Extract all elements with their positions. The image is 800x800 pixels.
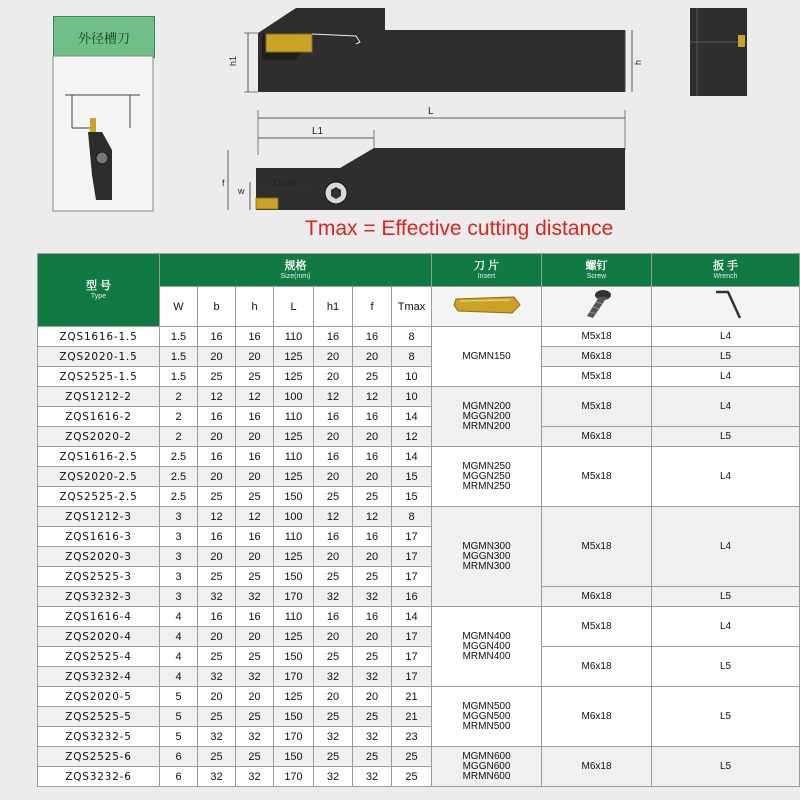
dim-f-label: f (222, 178, 225, 188)
insert-code: MGMN150 (462, 350, 511, 362)
insert-cell (432, 687, 542, 747)
screw-cell: M6x18 (542, 647, 652, 687)
dim-cell-b: 25 (198, 487, 236, 507)
dim-cell-l: 110 (274, 327, 314, 347)
dim-cell-h: 32 (236, 587, 274, 607)
type-cell: ZQS2525-5 (38, 707, 160, 727)
dim-cell-l: 150 (274, 567, 314, 587)
dim-cell-tmax: 8 (392, 507, 432, 527)
dim-cell-f: 20 (353, 467, 392, 487)
screw-cell: M5x18 (542, 607, 652, 647)
wrench-cell: L4 (652, 387, 800, 427)
dim-L1-label: L1 (312, 126, 324, 137)
dim-cell-b: 25 (198, 707, 236, 727)
dim-cell-h1: 16 (314, 407, 353, 427)
dim-w-label: w (238, 186, 245, 196)
type-cell: ZQS3232-3 (38, 587, 160, 607)
screw-cell: M6x18 (542, 587, 652, 607)
dim-cell-w: 3 (160, 527, 198, 547)
type-cell: ZQS2020-2.5 (38, 467, 160, 487)
dim-cell-w: 4 (160, 647, 198, 667)
dim-cell-b: 16 (198, 407, 236, 427)
dim-cell-w: 1.5 (160, 367, 198, 387)
type-cell: ZQS1212-2 (38, 387, 160, 407)
type-cell: ZQS2525-3 (38, 567, 160, 587)
wrench-cell: L5 (652, 687, 800, 747)
screw-cell: M5x18 (542, 387, 652, 427)
dim-cell-h1: 20 (314, 687, 353, 707)
dim-cell-l: 150 (274, 647, 314, 667)
dim-cell-l: 150 (274, 707, 314, 727)
dim-cell-w: 2.5 (160, 487, 198, 507)
type-cell: ZQS2525-1.5 (38, 367, 160, 387)
dim-cell-w: 3 (160, 567, 198, 587)
screw-cell: M6x18 (542, 747, 652, 787)
table-row (38, 427, 800, 447)
dim-cell-l: 150 (274, 747, 314, 767)
screw-cell: M5x18 (542, 327, 652, 347)
wrench-picture (652, 287, 800, 327)
dim-cell-tmax: 25 (392, 747, 432, 767)
dim-cell-h1: 25 (314, 487, 353, 507)
table-row (38, 587, 800, 607)
tmax-caption: Tmax = Effective cutting distance (305, 217, 614, 240)
dim-cell-w: 3 (160, 547, 198, 567)
dim-cell-f: 32 (353, 727, 392, 747)
type-cell: ZQS2525-6 (38, 747, 160, 767)
dim-cell-f: 25 (353, 647, 392, 667)
screw-cell: M5x18 (542, 447, 652, 507)
dim-cell-b: 20 (198, 347, 236, 367)
dim-cell-b: 32 (198, 667, 236, 687)
insert-top (266, 34, 312, 52)
dim-cell-f: 32 (353, 667, 392, 687)
dim-cell-h1: 25 (314, 747, 353, 767)
dim-cell-h1: 32 (314, 587, 353, 607)
screw-cell: M5x18 (542, 367, 652, 387)
insert-code: MRMN600 (462, 770, 511, 782)
wrench-icon (706, 288, 746, 322)
dim-cell-tmax: 12 (392, 427, 432, 447)
dim-cell-b: 20 (198, 467, 236, 487)
type-cell: ZQS1616-2 (38, 407, 160, 427)
type-cell: ZQS2020-2 (38, 427, 160, 447)
dim-cell-h1: 20 (314, 547, 353, 567)
dim-cell-l: 125 (274, 347, 314, 367)
dim-cell-b: 12 (198, 387, 236, 407)
dim-cell-f: 16 (353, 447, 392, 467)
dim-cell-h: 16 (236, 407, 274, 427)
insert-cell (432, 607, 542, 687)
dim-cell-w: 2 (160, 407, 198, 427)
tool-diagram (0, 0, 800, 250)
dim-cell-tmax: 15 (392, 487, 432, 507)
dim-cell-w: 3 (160, 507, 198, 527)
dim-cell-h1: 32 (314, 727, 353, 747)
dim-cell-tmax: 25 (392, 767, 432, 787)
dim-cell-tmax: 14 (392, 407, 432, 427)
type-cell: ZQS1616-2.5 (38, 447, 160, 467)
dim-cell-l: 170 (274, 727, 314, 747)
dim-cell-tmax: 8 (392, 327, 432, 347)
dim-cell-h1: 12 (314, 507, 353, 527)
col-Tmax: Tmax (392, 287, 432, 327)
dim-cell-l: 150 (274, 487, 314, 507)
dim-cell-h: 20 (236, 347, 274, 367)
dim-cell-l: 125 (274, 467, 314, 487)
dim-cell-l: 110 (274, 527, 314, 547)
dim-cell-tmax: 16 (392, 587, 432, 607)
dim-cell-f: 25 (353, 367, 392, 387)
col-f: f (353, 287, 392, 327)
dim-cell-w: 1.5 (160, 327, 198, 347)
dim-cell-tmax: 17 (392, 527, 432, 547)
screw-picture (542, 287, 652, 327)
dim-cell-w: 5 (160, 727, 198, 747)
table-row (38, 507, 800, 527)
dim-cell-f: 25 (353, 487, 392, 507)
dim-cell-f: 20 (353, 687, 392, 707)
insert-code: MGGN500 (462, 710, 511, 722)
dim-cell-f: 32 (353, 587, 392, 607)
type-cell: ZQS2525-4 (38, 647, 160, 667)
table-row (38, 327, 800, 347)
insert-icon (452, 293, 522, 317)
dim-cell-h1: 16 (314, 447, 353, 467)
dim-cell-w: 2.5 (160, 447, 198, 467)
dim-cell-b: 20 (198, 547, 236, 567)
dim-cell-tmax: 17 (392, 647, 432, 667)
insert-code: MGMN200 (462, 400, 511, 412)
dim-h-label: h (633, 59, 643, 65)
dim-cell-b: 16 (198, 527, 236, 547)
dim-cell-b: 16 (198, 447, 236, 467)
dim-cell-l: 125 (274, 427, 314, 447)
spec-table-body (38, 327, 800, 787)
insert-code: MRMN250 (462, 480, 511, 492)
dim-cell-l: 170 (274, 667, 314, 687)
dim-cell-h1: 32 (314, 767, 353, 787)
insert-picture (432, 287, 542, 327)
table-row (38, 747, 800, 767)
dim-cell-l: 125 (274, 547, 314, 567)
table-row (38, 367, 800, 387)
dim-cell-tmax: 14 (392, 447, 432, 467)
insert-code: MGMN600 (462, 750, 511, 762)
dim-cell-h: 32 (236, 727, 274, 747)
wrench-cell: L4 (652, 607, 800, 647)
dim-cell-l: 110 (274, 407, 314, 427)
dim-tmax-label: Tmax (272, 178, 297, 189)
col-W: W (160, 287, 198, 327)
table-row (38, 347, 800, 367)
tool-end-view (690, 8, 747, 96)
dim-cell-tmax: 21 (392, 707, 432, 727)
dim-cell-w: 4 (160, 667, 198, 687)
screw-cell: M6x18 (542, 347, 652, 367)
dim-cell-h1: 20 (314, 467, 353, 487)
screw-cell: M5x18 (542, 507, 652, 587)
dim-cell-b: 32 (198, 587, 236, 607)
dim-cell-h1: 12 (314, 387, 353, 407)
dim-cell-w: 3 (160, 587, 198, 607)
dim-cell-tmax: 8 (392, 347, 432, 367)
dim-cell-w: 1.5 (160, 347, 198, 367)
dim-cell-h: 20 (236, 427, 274, 447)
dim-cell-tmax: 15 (392, 467, 432, 487)
dim-cell-b: 16 (198, 607, 236, 627)
screw-cell: M6x18 (542, 427, 652, 447)
dim-cell-h: 20 (236, 547, 274, 567)
dim-cell-h: 25 (236, 707, 274, 727)
dim-cell-f: 32 (353, 767, 392, 787)
dim-cell-h1: 25 (314, 707, 353, 727)
dim-cell-h: 25 (236, 647, 274, 667)
wrench-cell: L5 (652, 647, 800, 687)
dim-cell-tmax: 17 (392, 667, 432, 687)
wrench-cell: L5 (652, 427, 800, 447)
insert-code: MGGN600 (462, 760, 511, 772)
dim-cell-h: 32 (236, 667, 274, 687)
dim-cell-h: 12 (236, 507, 274, 527)
table-row (38, 387, 800, 407)
insert-cell (432, 507, 542, 607)
dim-cell-f: 12 (353, 387, 392, 407)
type-cell: ZQS1616-4 (38, 607, 160, 627)
dim-cell-b: 32 (198, 767, 236, 787)
dim-cell-w: 6 (160, 747, 198, 767)
type-cell: ZQS3232-6 (38, 767, 160, 787)
table-row (38, 607, 800, 627)
insert-header: 刀 片 Insert (432, 254, 542, 287)
dim-cell-h1: 20 (314, 627, 353, 647)
category-label: 外径槽刀 (53, 16, 155, 58)
insert-side (256, 198, 278, 209)
dim-cell-h: 20 (236, 467, 274, 487)
dim-cell-h: 25 (236, 367, 274, 387)
dim-cell-b: 16 (198, 327, 236, 347)
tool-top-view (258, 8, 625, 92)
tool-side-view (256, 148, 625, 210)
dim-cell-f: 16 (353, 607, 392, 627)
wrench-cell: L4 (652, 327, 800, 347)
insert-end (738, 35, 745, 47)
dim-cell-h: 12 (236, 387, 274, 407)
dim-cell-h1: 32 (314, 667, 353, 687)
dim-cell-h: 16 (236, 447, 274, 467)
dim-cell-l: 170 (274, 767, 314, 787)
dim-cell-l: 110 (274, 447, 314, 467)
dim-cell-h1: 20 (314, 367, 353, 387)
insert-cell (432, 327, 542, 387)
dim-cell-b: 25 (198, 567, 236, 587)
dim-cell-tmax: 14 (392, 607, 432, 627)
dim-cell-f: 16 (353, 327, 392, 347)
dim-cell-w: 5 (160, 707, 198, 727)
dim-cell-h: 16 (236, 327, 274, 347)
type-cell: ZQS2020-3 (38, 547, 160, 567)
dim-cell-b: 20 (198, 427, 236, 447)
type-cell: ZQS3232-4 (38, 667, 160, 687)
insert-code: MRMN500 (462, 720, 511, 732)
dim-cell-h: 20 (236, 687, 274, 707)
dim-cell-l: 125 (274, 627, 314, 647)
schematic-screw (96, 152, 108, 164)
dim-cell-l: 100 (274, 387, 314, 407)
insert-code: MGMN300 (462, 540, 511, 552)
dim-cell-l: 125 (274, 367, 314, 387)
wrench-cell: L5 (652, 587, 800, 607)
dim-cell-tmax: 10 (392, 387, 432, 407)
insert-code: MGMN250 (462, 460, 511, 472)
dim-cell-l: 125 (274, 687, 314, 707)
dim-cell-h: 25 (236, 747, 274, 767)
wrench-cell: L4 (652, 507, 800, 587)
dim-cell-h1: 16 (314, 607, 353, 627)
insert-cell (432, 387, 542, 447)
dim-cell-tmax: 17 (392, 567, 432, 587)
dim-cell-w: 2 (160, 427, 198, 447)
insert-code: MGGN400 (462, 640, 511, 652)
dim-cell-b: 20 (198, 627, 236, 647)
dim-cell-f: 12 (353, 507, 392, 527)
dim-cell-tmax: 21 (392, 687, 432, 707)
dim-cell-f: 25 (353, 567, 392, 587)
col-L: L (274, 287, 314, 327)
insert-code: MRMN400 (462, 650, 511, 662)
dim-cell-h: 16 (236, 527, 274, 547)
table-row (38, 647, 800, 667)
wrench-cell: L5 (652, 747, 800, 787)
type-header: 型 号 Type (38, 254, 160, 327)
dim-cell-b: 25 (198, 647, 236, 667)
dim-cell-h: 32 (236, 767, 274, 787)
dim-cell-w: 6 (160, 767, 198, 787)
dim-cell-tmax: 23 (392, 727, 432, 747)
dim-cell-f: 16 (353, 407, 392, 427)
wrench-cell: L5 (652, 347, 800, 367)
table-row (38, 447, 800, 467)
insert-code: MRMN300 (462, 560, 511, 572)
dim-cell-f: 25 (353, 747, 392, 767)
type-cell: ZQS1616-3 (38, 527, 160, 547)
screw-cell: M6x18 (542, 687, 652, 747)
type-cell: ZQS2020-4 (38, 627, 160, 647)
dim-cell-tmax: 17 (392, 627, 432, 647)
dim-cell-tmax: 17 (392, 547, 432, 567)
type-cell: ZQS2020-5 (38, 687, 160, 707)
type-cell: ZQS2020-1.5 (38, 347, 160, 367)
screw-header: 螺钉 Screw (542, 254, 652, 287)
dim-cell-w: 4 (160, 627, 198, 647)
dim-cell-f: 16 (353, 527, 392, 547)
wrench-cell: L4 (652, 367, 800, 387)
type-cell: ZQS1616-1.5 (38, 327, 160, 347)
dim-cell-f: 20 (353, 347, 392, 367)
dim-cell-b: 12 (198, 507, 236, 527)
wrench-cell: L4 (652, 447, 800, 507)
dim-cell-h: 16 (236, 607, 274, 627)
insert-code: MRMN200 (462, 420, 511, 432)
dim-cell-h: 25 (236, 567, 274, 587)
dim-cell-h1: 20 (314, 427, 353, 447)
insert-code: MGMN500 (462, 700, 511, 712)
dim-cell-h1: 25 (314, 647, 353, 667)
insert-code: MGGN200 (462, 410, 511, 422)
dim-cell-h1: 20 (314, 347, 353, 367)
col-b: b (198, 287, 236, 327)
dim-cell-b: 25 (198, 747, 236, 767)
dim-cell-f: 20 (353, 427, 392, 447)
size-header: 规格 Size(mm) (160, 254, 432, 287)
dim-cell-b: 20 (198, 687, 236, 707)
dim-cell-h: 25 (236, 487, 274, 507)
col-h: h (236, 287, 274, 327)
dim-cell-f: 25 (353, 707, 392, 727)
dim-cell-tmax: 10 (392, 367, 432, 387)
type-cell: ZQS1212-3 (38, 507, 160, 527)
dim-h1-label: h1 (228, 55, 238, 66)
type-cell: ZQS2525-2.5 (38, 487, 160, 507)
table-row (38, 687, 800, 707)
dim-cell-b: 25 (198, 367, 236, 387)
wrench-header: 扳 手 Wrench (652, 254, 800, 287)
dim-cell-w: 2 (160, 387, 198, 407)
insert-cell (432, 447, 542, 507)
dim-cell-h1: 16 (314, 327, 353, 347)
dim-L-label: L (428, 106, 434, 117)
dim-cell-h: 20 (236, 627, 274, 647)
dim-cell-w: 5 (160, 687, 198, 707)
dim-cell-h1: 16 (314, 527, 353, 547)
screw-icon (577, 288, 617, 322)
schematic-insert (90, 118, 96, 132)
dim-cell-f: 20 (353, 547, 392, 567)
dim-cell-w: 2.5 (160, 467, 198, 487)
insert-code: MGGN250 (462, 470, 511, 482)
dim-cell-l: 110 (274, 607, 314, 627)
insert-code: MGMN400 (462, 630, 511, 642)
dim-cell-w: 4 (160, 607, 198, 627)
type-cell: ZQS3232-5 (38, 727, 160, 747)
dim-cell-l: 100 (274, 507, 314, 527)
spec-table (37, 253, 800, 787)
dim-cell-f: 20 (353, 627, 392, 647)
col-h1: h1 (314, 287, 353, 327)
insert-cell (432, 747, 542, 787)
dim-cell-h1: 25 (314, 567, 353, 587)
insert-code: MGGN300 (462, 550, 511, 562)
dim-cell-b: 32 (198, 727, 236, 747)
dim-cell-l: 170 (274, 587, 314, 607)
